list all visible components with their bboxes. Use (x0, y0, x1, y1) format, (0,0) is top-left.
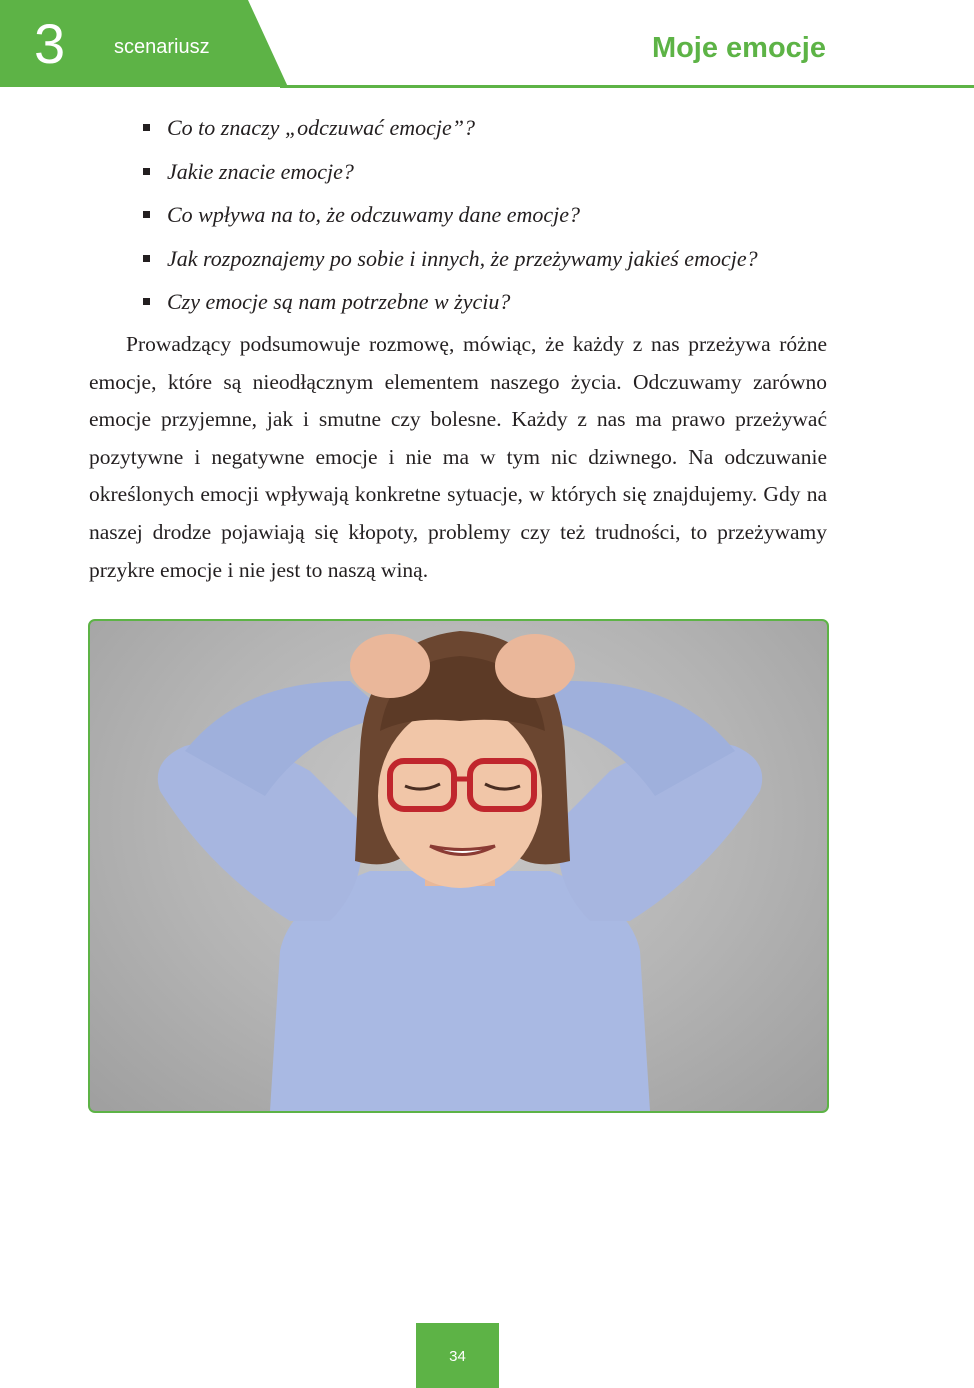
list-item (140, 237, 840, 281)
header-divider (280, 85, 974, 88)
list-item (140, 280, 840, 324)
body-paragraph: Prowadzący podsumowuje rozmowę, mówiąc, że każdy z nas przeżywa różne emocje, które są nieodłącznym elementem naszego życia. Odczuwamy zarówno emocje przyjemne, jak i smutne czy bolesne. Każdy z nas ma prawo przeżywać pozytywne i negatywne emocje i nie ma w tym nic dziwnego. Na odczuwanie określonych emocji wpływają konkretne sytuacje, w których się znajdujemy. Gdy na naszej drodze pojawiają się kłopoty, problemy czy też trudności, to przeżywamy przykre emocje i nie jest to naszą winą. (89, 332, 827, 582)
list-item (140, 193, 840, 237)
page-title: Moje emocje (651, 32, 826, 64)
child-illustration (90, 621, 827, 1111)
chapter-label: scenariusz (114, 36, 210, 58)
list-item (140, 150, 840, 194)
question-list (140, 106, 840, 324)
chapter-number: 3 (34, 12, 66, 75)
square-bullet-icon (143, 168, 150, 175)
list-item (140, 106, 840, 150)
question-text: Jak rozpoznajemy po sobie i innych, że przeżywamy jakieś emocje? (167, 245, 758, 271)
photo-frustrated-child (88, 619, 829, 1113)
square-bullet-icon (143, 255, 150, 262)
question-text: Czy emocje są nam potrzebne w życiu? (167, 289, 511, 315)
page-number: 34 (449, 1348, 466, 1365)
square-bullet-icon (143, 211, 150, 218)
square-bullet-icon (143, 124, 150, 131)
square-bullet-icon (143, 298, 150, 305)
page-number-box (416, 1323, 499, 1388)
question-text: Co wpływa na to, że odczuwamy dane emocje? (167, 202, 581, 228)
question-text: Jakie znacie emocje? (167, 158, 354, 184)
question-text: Co to znaczy „odczuwać emocje”? (167, 115, 475, 140)
